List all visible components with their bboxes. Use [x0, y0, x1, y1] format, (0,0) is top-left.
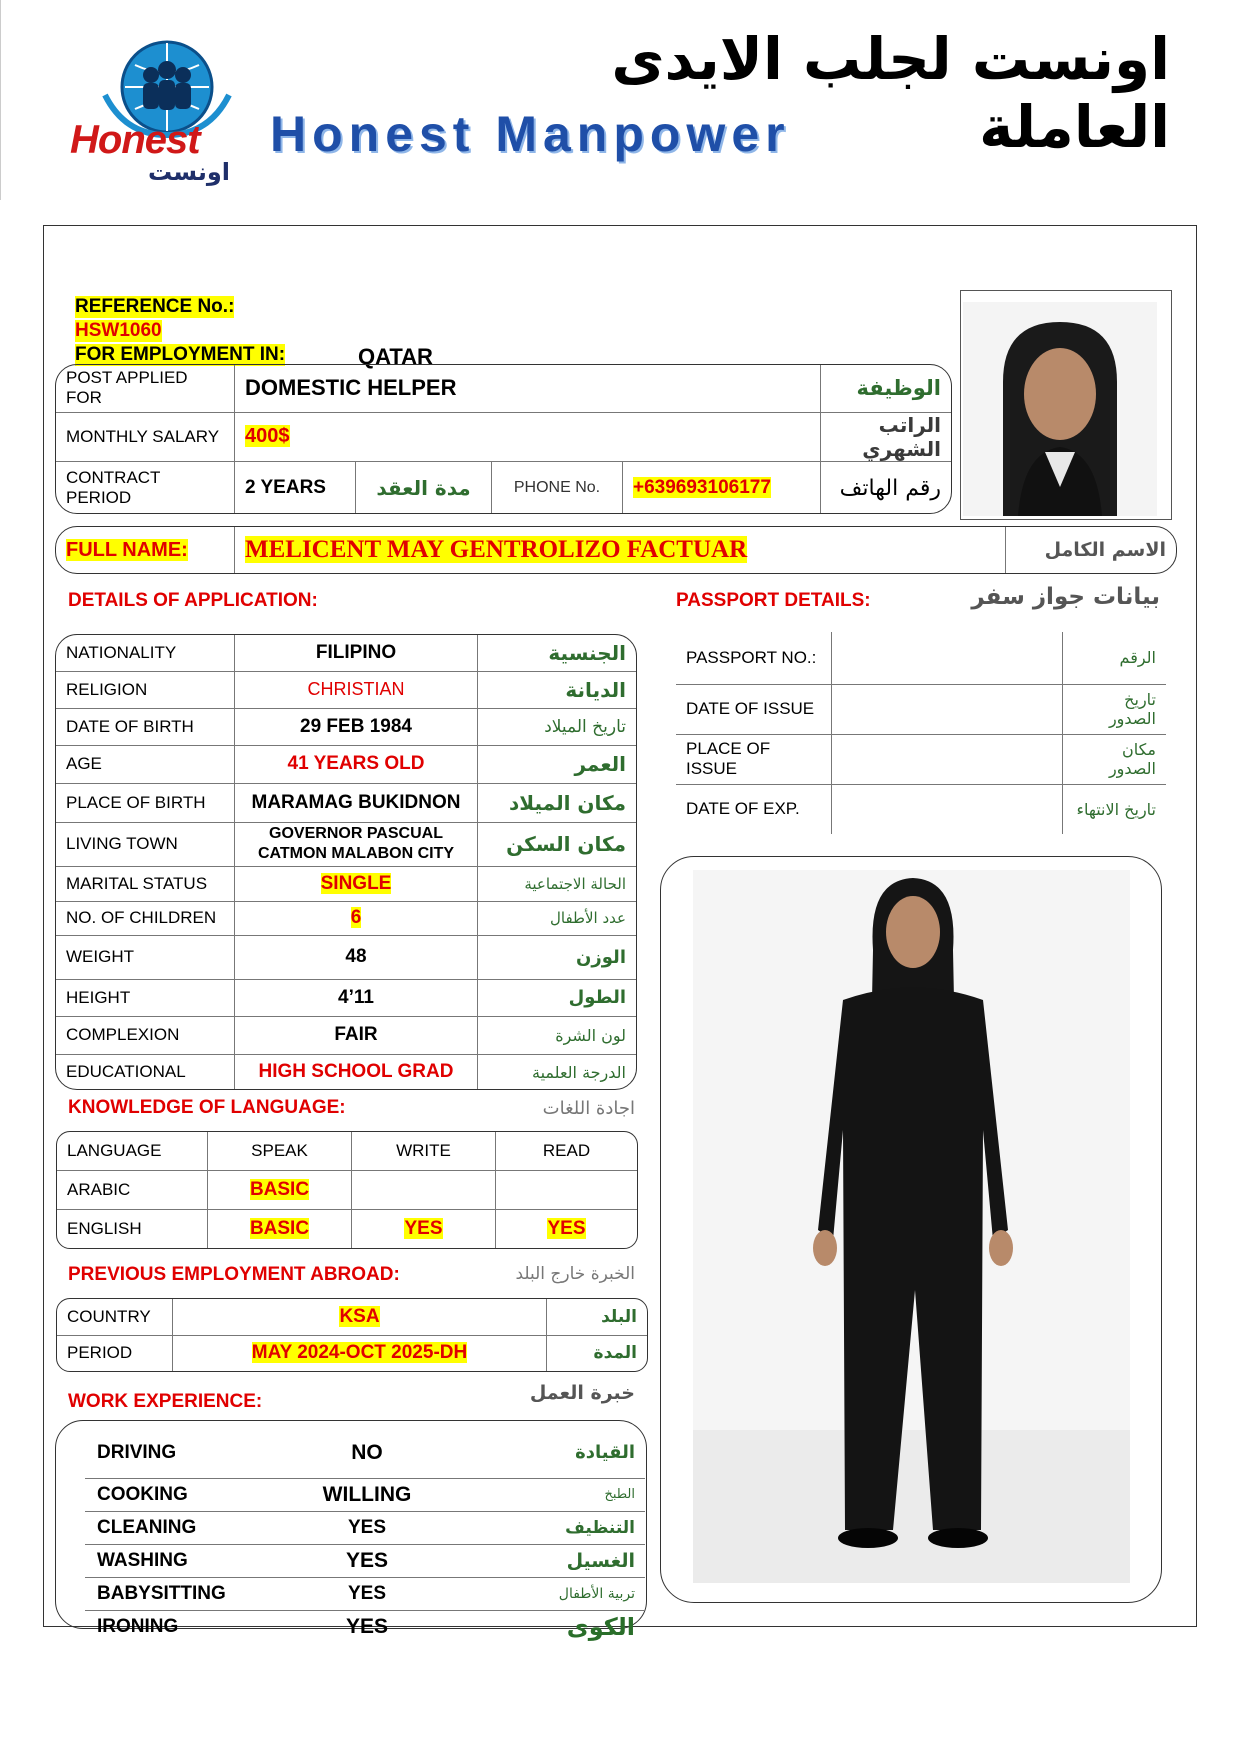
work-value: YES — [247, 1577, 487, 1610]
contract-ar: مدة العقد — [356, 461, 492, 514]
language-write — [352, 1170, 496, 1209]
detail-label: LIVING TOWN — [56, 822, 235, 866]
language-speak: BASIC — [249, 1178, 310, 1200]
detail-label: COMPLEXION — [56, 1016, 235, 1054]
detail-ar: العمر — [478, 745, 637, 783]
phone-label: PHONE No. — [492, 461, 623, 514]
header-divider — [0, 0, 1, 200]
detail-label: EDUCATIONAL — [56, 1054, 235, 1090]
arabic-title: اونست لجلب الايدى العاملة — [611, 25, 1170, 161]
detail-value: 4’11 — [235, 979, 478, 1016]
reference-label: REFERENCE No.: — [75, 296, 235, 317]
portrait-photo-image — [963, 302, 1157, 516]
phone-value: +639693106177 — [633, 477, 771, 499]
work-value: YES — [247, 1511, 487, 1544]
work-rows — [85, 1428, 645, 1643]
work-heading: WORK EXPERIENCE: — [68, 1391, 263, 1412]
work-ar: الكوى — [566, 1612, 635, 1641]
detail-ar: الحالة الاجتماعية — [478, 866, 637, 901]
detail-ar: الجنسية — [478, 635, 637, 671]
passport-label: DATE OF EXP. — [676, 784, 832, 834]
detail-value: HIGH SCHOOL GRAD — [235, 1054, 478, 1090]
work-label: IRONING — [97, 1615, 179, 1637]
language-speak: BASIC — [249, 1217, 310, 1239]
detail-label: AGE — [56, 745, 235, 783]
work-ar: القيادة — [487, 1428, 645, 1478]
post-label: POST APPLIED FOR — [56, 365, 235, 412]
language-header: SPEAK — [208, 1132, 352, 1170]
detail-label: NO. OF CHILDREN — [56, 901, 235, 935]
details-heading: DETAILS OF APPLICATION: — [68, 590, 318, 611]
language-name: ENGLISH — [57, 1209, 208, 1248]
details-box — [55, 634, 637, 1090]
work-label: BABYSITTING — [85, 1577, 247, 1610]
passport-ar: الرقم — [1063, 632, 1167, 684]
previous-country-ar: البلد — [547, 1299, 648, 1335]
passport-heading: PASSPORT DETAILS: — [676, 590, 871, 611]
logo-arabic: اونست — [148, 158, 230, 186]
detail-value: SINGLE — [320, 872, 392, 894]
salary-label: MONTHLY SALARY — [56, 412, 235, 461]
language-read — [496, 1170, 638, 1209]
previous-period-value: MAY 2024-OCT 2025-DH — [251, 1342, 468, 1364]
work-heading-ar: خبرة العمل — [529, 1382, 635, 1404]
detail-label: WEIGHT — [56, 935, 235, 979]
contract-value: 2 YEARS — [235, 461, 356, 514]
detail-value: 41 YEARS OLD — [235, 745, 478, 783]
detail-label: NATIONALITY — [56, 635, 235, 671]
salary-ar: الراتب الشهري — [821, 412, 952, 461]
salary-value: 400$ — [245, 425, 290, 447]
work-ar: الطبخ — [487, 1478, 645, 1511]
detail-value: FILIPINO — [235, 635, 478, 671]
detail-ar: الديانة — [478, 671, 637, 708]
contract-label: CONTRACT PERIOD — [56, 461, 235, 514]
language-header: WRITE — [352, 1132, 496, 1170]
passport-label: PLACE OF ISSUE — [676, 734, 832, 784]
work-ar: تربية الأطفال — [487, 1577, 645, 1610]
employment-value: QATAR — [358, 344, 433, 369]
passport-box — [676, 632, 1166, 832]
work-value: YES — [345, 1614, 389, 1638]
detail-value: 29 FEB 1984 — [235, 708, 478, 745]
detail-label: HEIGHT — [56, 979, 235, 1016]
detail-value: CHRISTIAN — [235, 671, 478, 708]
language-write: YES — [404, 1217, 443, 1239]
detail-value: FAIR — [235, 1016, 478, 1054]
previous-heading: PREVIOUS EMPLOYMENT ABROAD: — [68, 1264, 400, 1285]
reference-value: HSW1060 — [75, 320, 162, 341]
employment-label: FOR EMPLOYMENT IN: — [75, 344, 286, 365]
post-ar: الوظيفة — [821, 365, 952, 412]
passport-ar: مكان الصدور — [1063, 734, 1167, 784]
work-ar: الغسيل — [487, 1544, 645, 1577]
detail-label: MARITAL STATUS — [56, 866, 235, 901]
detail-ar: عدد الأطفال — [478, 901, 637, 935]
work-label: CLEANING — [85, 1511, 247, 1544]
logo-text: Honest — [70, 118, 200, 162]
passport-value — [832, 684, 1063, 734]
work-ar: التنظيف — [487, 1511, 645, 1544]
language-name: ARABIC — [57, 1170, 208, 1209]
detail-label: PLACE OF BIRTH — [56, 783, 235, 822]
detail-value: 48 — [235, 935, 478, 979]
detail-ar: لون الشرة — [478, 1016, 637, 1054]
fullname-ar: الاسم الكامل — [1006, 527, 1177, 573]
post-box — [55, 364, 952, 514]
language-read: YES — [547, 1217, 586, 1239]
passport-label: DATE OF ISSUE — [676, 684, 832, 734]
post-value: DOMESTIC HELPER — [235, 365, 821, 412]
detail-ar: الدرجة العلمية — [478, 1054, 637, 1090]
fullname-label: FULL NAME: — [66, 538, 188, 561]
passport-ar: تاريخ الصدور — [1063, 684, 1167, 734]
fullname-box — [55, 526, 1177, 574]
detail-value: GOVERNOR PASCUAL CATMON MALABON CITY — [235, 822, 478, 866]
passport-value — [832, 632, 1063, 684]
previous-heading-ar: الخبرة خارج البلد — [515, 1264, 635, 1284]
previous-period-ar: المدة — [547, 1335, 648, 1371]
previous-country-value: KSA — [339, 1305, 380, 1327]
passport-label: PASSPORT NO.: — [676, 632, 832, 684]
language-heading-ar: اجادة اللغات — [542, 1098, 635, 1119]
language-heading: KNOWLEDGE OF LANGUAGE: — [68, 1097, 346, 1118]
fullname-value: MELICENT MAY GENTROLIZO FACTUAR — [245, 536, 748, 563]
passport-value — [832, 734, 1063, 784]
phone-ar: رقم الهاتف — [821, 461, 952, 514]
detail-value: 6 — [350, 907, 362, 928]
passport-ar: تاريخ الانتهاء — [1063, 784, 1167, 834]
work-label: DRIVING — [85, 1428, 247, 1478]
work-value: WILLING — [247, 1478, 487, 1511]
language-box — [56, 1131, 638, 1249]
detail-label: RELIGION — [56, 671, 235, 708]
previous-box — [56, 1298, 648, 1372]
language-header: READ — [496, 1132, 638, 1170]
detail-ar: تاريخ الميلاد — [478, 708, 637, 745]
detail-ar: مكان الميلاد — [478, 783, 637, 822]
work-value: NO — [247, 1428, 487, 1478]
work-label: COOKING — [85, 1478, 247, 1511]
detail-label: DATE OF BIRTH — [56, 708, 235, 745]
full-body-photo — [693, 870, 1130, 1583]
detail-ar: الوزن — [478, 935, 637, 979]
passport-heading-ar: بيانات جواز سفر — [971, 584, 1160, 610]
previous-country-label: COUNTRY — [57, 1299, 173, 1335]
detail-value: MARAMAG BUKIDNON — [235, 783, 478, 822]
work-label: WASHING — [85, 1544, 247, 1577]
passport-value — [832, 784, 1063, 834]
work-value: YES — [247, 1544, 487, 1577]
detail-ar: الطول — [478, 979, 637, 1016]
previous-period-label: PERIOD — [57, 1335, 173, 1371]
english-title: Honest Manpower — [270, 106, 791, 162]
language-header: LANGUAGE — [57, 1132, 208, 1170]
detail-ar: مكان السكن — [478, 822, 637, 866]
